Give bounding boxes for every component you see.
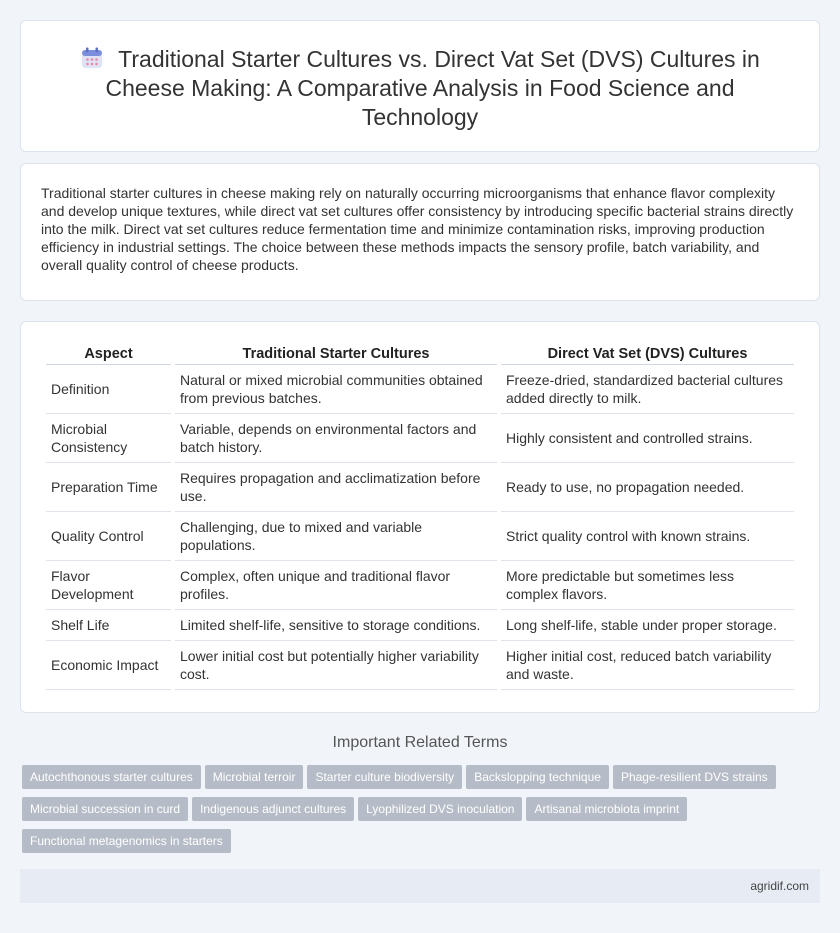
table-row (46, 414, 794, 463)
cell-dvs: Higher initial cost, reduced batch variability and waste. (501, 641, 794, 690)
related-terms-list (22, 765, 802, 861)
table-row (46, 365, 794, 414)
page-title-text: Traditional Starter Cultures vs. Direct Vat Set (DVS) Cultures in Cheese Making: A Comparative Analysis in Food Science and Technology (105, 46, 760, 130)
related-term-tag[interactable]: Artisanal microbiota imprint (526, 797, 687, 821)
table-row (46, 561, 794, 610)
cell-aspect: Preparation Time (46, 463, 171, 512)
footer-site-link[interactable]: agridif.com (750, 879, 809, 893)
related-term-tag[interactable]: Phage-resilient DVS strains (613, 765, 776, 789)
cell-dvs: More predictable but sometimes less complex flavors. (501, 561, 794, 610)
header-dvs: Direct Vat Set (DVS) Cultures (501, 343, 794, 365)
header-aspect: Aspect (46, 343, 171, 365)
page-title (61, 45, 779, 132)
cell-traditional: Challenging, due to mixed and variable populations. (175, 512, 497, 561)
related-term-tag[interactable]: Backslopping technique (466, 765, 609, 789)
related-term-tag[interactable]: Starter culture biodiversity (307, 765, 462, 789)
related-term-tag[interactable]: Microbial terroir (205, 765, 304, 789)
cell-dvs: Ready to use, no propagation needed. (501, 463, 794, 512)
related-term-tag[interactable]: Microbial succession in curd (22, 797, 188, 821)
cell-aspect: Flavor Development (46, 561, 171, 610)
comparison-card (20, 321, 820, 713)
cell-dvs: Freeze-dried, standardized bacterial cultures added directly to milk. (501, 365, 794, 414)
related-term-tag[interactable]: Indigenous adjunct cultures (192, 797, 354, 821)
cell-dvs: Strict quality control with known strains. (501, 512, 794, 561)
table-row (46, 610, 794, 641)
table-row (46, 641, 794, 690)
table-header-row (46, 343, 794, 365)
table-row (46, 512, 794, 561)
cell-aspect: Economic Impact (46, 641, 171, 690)
calendar-icon (80, 46, 104, 70)
cell-aspect: Microbial Consistency (46, 414, 171, 463)
related-term-tag[interactable]: Functional metagenomics in starters (22, 829, 231, 853)
cell-aspect: Quality Control (46, 512, 171, 561)
header-traditional: Traditional Starter Cultures (175, 343, 497, 365)
cell-dvs: Long shelf-life, stable under proper storage. (501, 610, 794, 641)
cell-traditional: Natural or mixed microbial communities obtained from previous batches. (175, 365, 497, 414)
cell-traditional: Lower initial cost but potentially higher variability cost. (175, 641, 497, 690)
related-term-tag[interactable]: Autochthonous starter cultures (22, 765, 201, 789)
cell-traditional: Requires propagation and acclimatization before use. (175, 463, 497, 512)
related-term-tag[interactable]: Lyophilized DVS inoculation (358, 797, 522, 821)
intro-card (20, 163, 820, 301)
cell-traditional: Complex, often unique and traditional flavor profiles. (175, 561, 497, 610)
table-row (46, 463, 794, 512)
cell-aspect: Shelf Life (46, 610, 171, 641)
cell-dvs: Highly consistent and controlled strains. (501, 414, 794, 463)
related-terms-heading: Important Related Terms (332, 734, 508, 751)
cell-traditional: Variable, depends on environmental factors and batch history. (175, 414, 497, 463)
title-card (20, 20, 820, 152)
intro-paragraph: Traditional starter cultures in cheese making rely on naturally occurring microorganisms that enhance flavor complexity and develop unique textures, while direct vat set cultures offer consistency by introducing specific bacterial strains directly into the milk. Direct vat set cultures reduce fermentation time and minimize contamination risks, improving production efficiency in industrial settings. The choice between these methods impacts the sensory profile, batch variability, and overall quality control of cheese products. (41, 185, 794, 273)
cell-traditional: Limited shelf-life, sensitive to storage conditions. (175, 610, 497, 641)
comparison-table (42, 343, 798, 690)
footer (20, 869, 820, 903)
cell-aspect: Definition (46, 365, 171, 414)
